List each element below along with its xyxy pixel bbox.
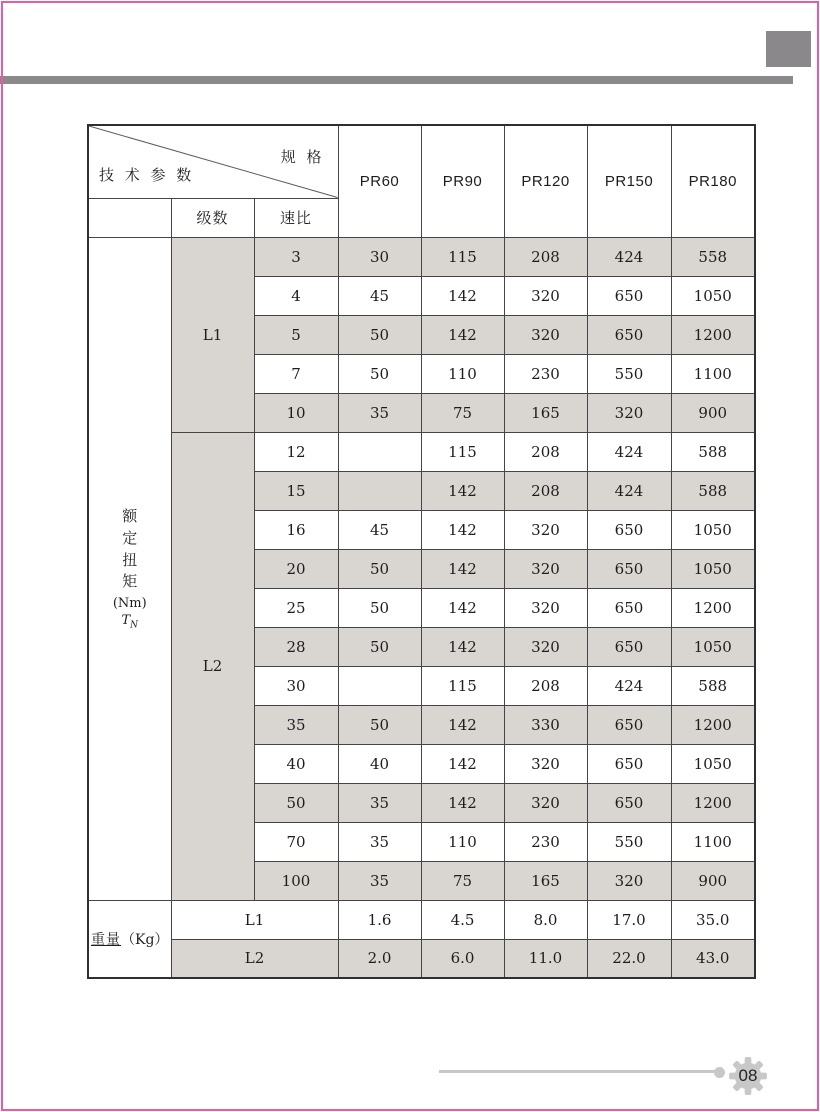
weight-value-cell: 1.6 — [338, 900, 421, 939]
ratio-cell: 10 — [254, 393, 338, 432]
torque-value-cell: 1050 — [671, 549, 755, 588]
torque-value-cell: 35 — [338, 393, 421, 432]
torque-value-cell: 50 — [338, 549, 421, 588]
weight-unit: （Kg） — [121, 931, 169, 948]
stage-group-label: L1 — [171, 237, 254, 432]
column-header-pr150: PR150 — [587, 125, 671, 237]
torque-value-cell: 1050 — [671, 276, 755, 315]
ratio-cell: 30 — [254, 666, 338, 705]
torque-value-cell — [338, 666, 421, 705]
ratio-cell: 28 — [254, 627, 338, 666]
torque-value-cell: 650 — [587, 705, 671, 744]
column-header-pr90: PR90 — [421, 125, 504, 237]
ratio-cell: 12 — [254, 432, 338, 471]
torque-value-cell: 1050 — [671, 627, 755, 666]
torque-value-cell: 142 — [421, 588, 504, 627]
torque-value-cell: 1100 — [671, 822, 755, 861]
torque-value-cell: 115 — [421, 432, 504, 471]
torque-value-cell: 558 — [671, 237, 755, 276]
torque-value-cell: 50 — [338, 315, 421, 354]
torque-value-cell: 40 — [338, 744, 421, 783]
ratio-subheader: 速比 — [254, 198, 338, 237]
torque-value-cell: 45 — [338, 276, 421, 315]
torque-value-cell: 650 — [587, 783, 671, 822]
torque-value-cell: 165 — [504, 393, 587, 432]
torque-value-cell: 1200 — [671, 783, 755, 822]
torque-value-cell: 115 — [421, 666, 504, 705]
torque-value-cell: 320 — [504, 627, 587, 666]
torque-value-cell: 208 — [504, 237, 587, 276]
torque-value-cell: 588 — [671, 471, 755, 510]
torque-value-cell: 320 — [504, 315, 587, 354]
torque-value-cell: 1050 — [671, 744, 755, 783]
torque-value-cell: 900 — [671, 861, 755, 900]
spec-table — [87, 124, 756, 979]
empty-subheader-cell — [88, 198, 171, 237]
stage-group-label: L2 — [171, 432, 254, 900]
torque-value-cell: 208 — [504, 471, 587, 510]
top-gray-bar — [0, 76, 793, 84]
torque-value-cell: 142 — [421, 783, 504, 822]
torque-value-cell: 142 — [421, 315, 504, 354]
torque-value-cell: 208 — [504, 432, 587, 471]
torque-value-cell: 142 — [421, 471, 504, 510]
torque-value-cell: 650 — [587, 744, 671, 783]
tech-params-label: 技 术 参 数 — [99, 165, 195, 184]
torque-value-cell: 320 — [504, 783, 587, 822]
torque-value-cell: 550 — [587, 822, 671, 861]
torque-value-cell: 320 — [587, 861, 671, 900]
torque-value-cell: 35 — [338, 861, 421, 900]
torque-value-cell: 75 — [421, 861, 504, 900]
ratio-cell: 70 — [254, 822, 338, 861]
torque-symbol: $T_N$ — [121, 613, 139, 631]
torque-unit: (Nm) — [112, 596, 147, 612]
torque-value-cell: 650 — [587, 588, 671, 627]
torque-value-cell — [338, 471, 421, 510]
ratio-cell: 7 — [254, 354, 338, 393]
torque-value-cell: 50 — [338, 705, 421, 744]
torque-row-label — [88, 237, 171, 900]
torque-value-cell: 320 — [504, 276, 587, 315]
torque-value-cell: 1200 — [671, 588, 755, 627]
spec-label: 规 格 — [280, 148, 325, 166]
weight-value-cell: 43.0 — [671, 939, 755, 978]
page-number-badge — [729, 1057, 767, 1095]
torque-value-cell: 320 — [504, 744, 587, 783]
table-row — [88, 237, 755, 276]
ratio-cell: 35 — [254, 705, 338, 744]
torque-value-cell: 142 — [421, 549, 504, 588]
torque-value-cell: 110 — [421, 822, 504, 861]
ratio-cell: 4 — [254, 276, 338, 315]
weight-value-cell: 2.0 — [338, 939, 421, 978]
weight-value-cell: 11.0 — [504, 939, 587, 978]
torque-value-cell: 588 — [671, 432, 755, 471]
torque-value-cell: 50 — [338, 354, 421, 393]
torque-value-cell: 35 — [338, 783, 421, 822]
torque-value-cell: 650 — [587, 549, 671, 588]
torque-value-cell: 50 — [338, 588, 421, 627]
torque-value-cell: 320 — [587, 393, 671, 432]
weight-value-cell: 17.0 — [587, 900, 671, 939]
torque-value-cell: 1050 — [671, 510, 755, 549]
ratio-cell: 50 — [254, 783, 338, 822]
torque-value-cell: 650 — [587, 627, 671, 666]
column-header-pr180: PR180 — [671, 125, 755, 237]
weight-label-text: 重量 — [91, 931, 122, 948]
torque-value-cell: 50 — [338, 627, 421, 666]
ratio-cell: 100 — [254, 861, 338, 900]
torque-value-cell: 230 — [504, 354, 587, 393]
torque-value-cell: 142 — [421, 705, 504, 744]
torque-value-cell: 320 — [504, 510, 587, 549]
footer-dot — [714, 1067, 725, 1078]
stage-subheader: 级数 — [171, 198, 254, 237]
ratio-cell: 16 — [254, 510, 338, 549]
torque-value-cell: 424 — [587, 471, 671, 510]
torque-value-cell: 230 — [504, 822, 587, 861]
weight-value-cell: 8.0 — [504, 900, 587, 939]
weight-stage-cell: L1 — [171, 900, 338, 939]
torque-value-cell: 650 — [587, 510, 671, 549]
page-number: 08 — [738, 1066, 758, 1085]
table-row — [88, 432, 755, 471]
ratio-cell: 3 — [254, 237, 338, 276]
torque-value-cell: 1200 — [671, 705, 755, 744]
weight-value-cell: 6.0 — [421, 939, 504, 978]
weight-row — [88, 900, 755, 939]
torque-value-cell: 588 — [671, 666, 755, 705]
torque-value-cell: 424 — [587, 432, 671, 471]
torque-value-cell: 320 — [504, 549, 587, 588]
weight-value-cell: 4.5 — [421, 900, 504, 939]
column-header-pr60: PR60 — [338, 125, 421, 237]
torque-value-cell: 650 — [587, 315, 671, 354]
torque-value-cell: 424 — [587, 237, 671, 276]
torque-value-cell: 35 — [338, 822, 421, 861]
torque-value-cell: 115 — [421, 237, 504, 276]
torque-value-cell: 30 — [338, 237, 421, 276]
torque-value-cell: 75 — [421, 393, 504, 432]
weight-value-cell: 22.0 — [587, 939, 671, 978]
ratio-cell: 25 — [254, 588, 338, 627]
torque-value-cell: 45 — [338, 510, 421, 549]
ratio-cell: 15 — [254, 471, 338, 510]
corner-cell — [88, 125, 338, 198]
torque-value-cell: 1100 — [671, 354, 755, 393]
torque-value-cell: 142 — [421, 627, 504, 666]
torque-label-text: 额定扭矩 — [122, 507, 138, 591]
torque-value-cell: 330 — [504, 705, 587, 744]
weight-stage-cell: L2 — [171, 939, 338, 978]
torque-value-cell: 550 — [587, 354, 671, 393]
torque-value-cell: 142 — [421, 744, 504, 783]
weight-value-cell: 35.0 — [671, 900, 755, 939]
ratio-cell: 5 — [254, 315, 338, 354]
torque-value-cell: 1200 — [671, 315, 755, 354]
ratio-cell: 40 — [254, 744, 338, 783]
torque-value-cell: 320 — [504, 588, 587, 627]
ratio-cell: 20 — [254, 549, 338, 588]
torque-value-cell: 208 — [504, 666, 587, 705]
top-right-tab — [766, 31, 811, 67]
weight-row-label — [88, 900, 171, 978]
torque-value-cell: 110 — [421, 354, 504, 393]
torque-value-cell: 650 — [587, 276, 671, 315]
torque-value-cell: 424 — [587, 666, 671, 705]
torque-value-cell: 142 — [421, 276, 504, 315]
weight-row — [88, 939, 755, 978]
torque-value-cell — [338, 432, 421, 471]
torque-value-cell: 142 — [421, 510, 504, 549]
footer-rule — [439, 1070, 718, 1073]
torque-value-cell: 900 — [671, 393, 755, 432]
torque-value-cell: 165 — [504, 861, 587, 900]
column-header-pr120: PR120 — [504, 125, 587, 237]
